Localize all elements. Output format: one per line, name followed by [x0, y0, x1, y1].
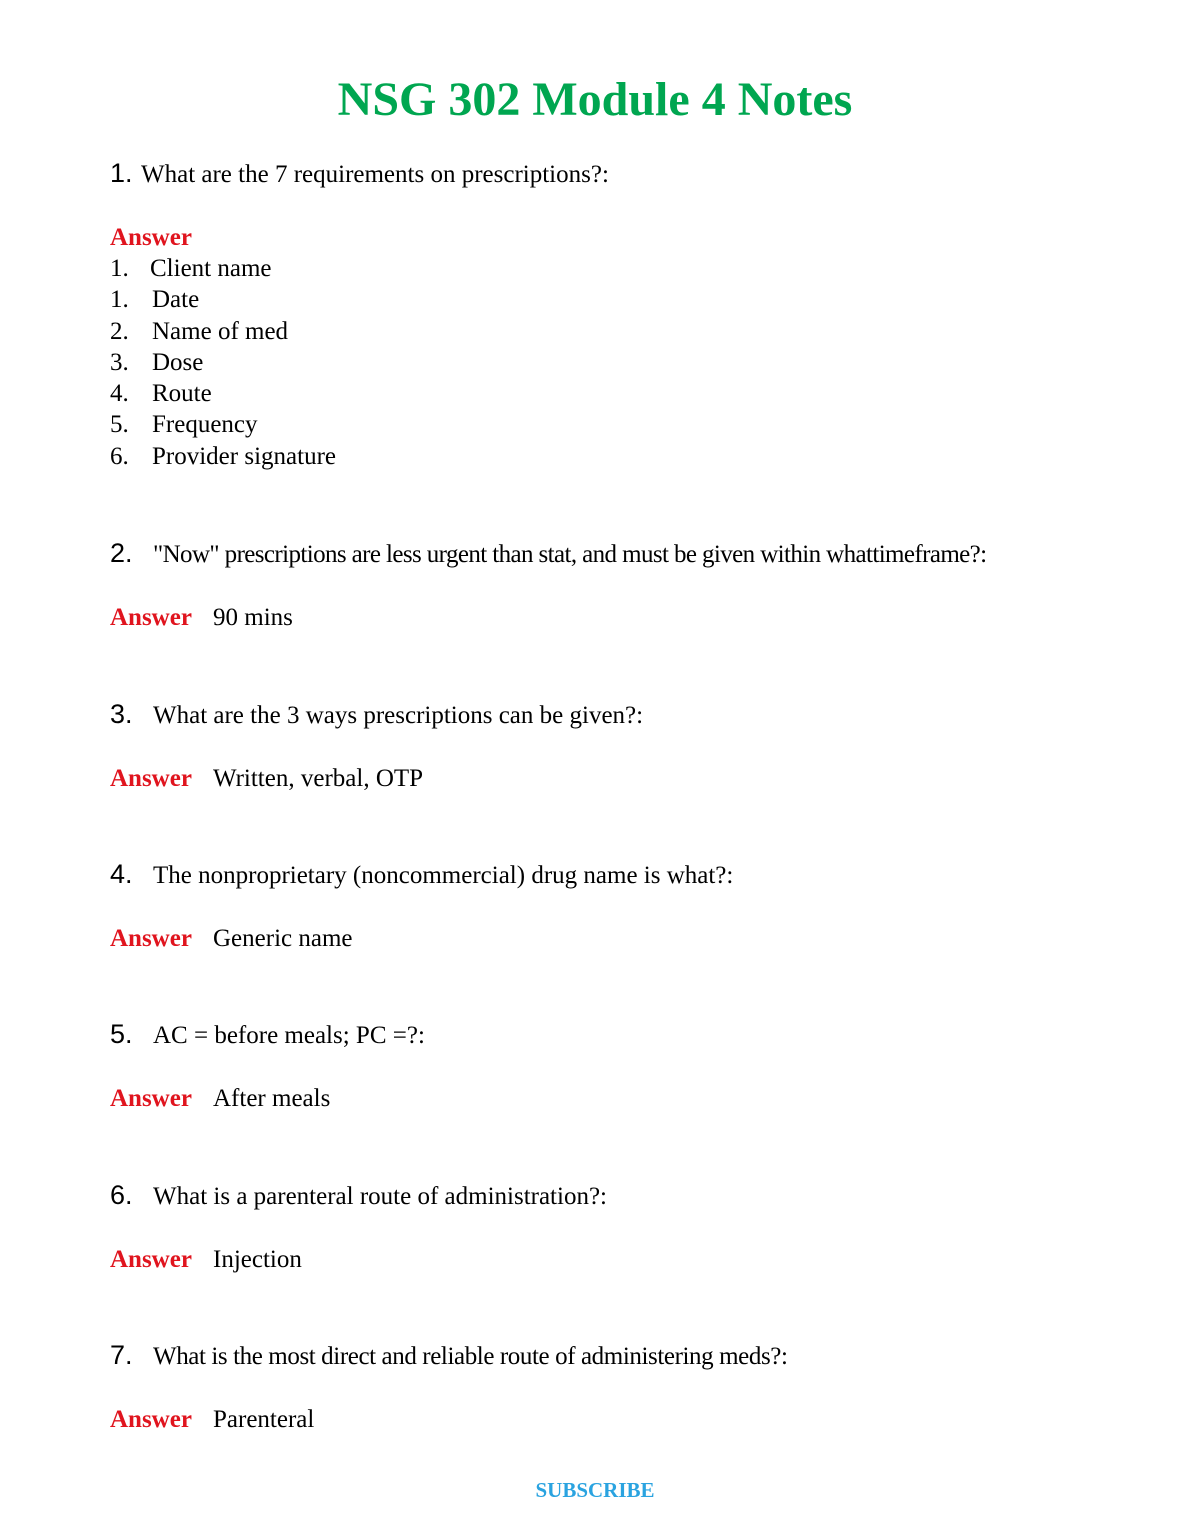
question-number: 7.	[110, 1340, 133, 1370]
list-item-text: Date	[152, 286, 200, 314]
list-item	[110, 253, 1110, 284]
question-number: 5.	[110, 1019, 133, 1049]
list-item-number: 1.	[110, 286, 129, 314]
list-item	[110, 284, 1110, 315]
question-text: What is a parenteral route of administration?:	[153, 1183, 607, 1210]
question-line	[110, 158, 1110, 190]
list-item	[110, 378, 1110, 409]
answer-label: Answer	[110, 604, 192, 631]
answer-text: After meals	[213, 1085, 331, 1112]
question-block-4	[110, 859, 1110, 954]
list-item-text: Client name	[150, 255, 272, 282]
question-line	[110, 859, 1110, 891]
list-item-text: Provider signature	[152, 442, 336, 470]
answer-label: Answer	[110, 1406, 192, 1433]
question-line	[110, 1340, 1110, 1372]
answer-label: Answer	[110, 925, 192, 952]
list-item	[110, 409, 1110, 440]
question-text: AC = before meals; PC =?:	[153, 1022, 425, 1049]
answer-label: Answer	[110, 1246, 192, 1273]
question-text: The nonproprietary (noncommercial) drug name is what?:	[153, 862, 734, 889]
question-number: 2.	[110, 538, 133, 568]
answer-line	[110, 764, 1110, 794]
question-block-2	[110, 538, 1110, 633]
answer-line	[110, 1245, 1110, 1275]
list-item	[110, 316, 1110, 347]
question-line	[110, 699, 1110, 731]
question-text: What is the most direct and reliable route of administering meds?:	[153, 1343, 788, 1370]
answer-text: Generic name	[213, 925, 353, 952]
list-item-number: 1.	[110, 255, 129, 282]
answer-text: Written, verbal, OTP	[213, 765, 424, 792]
question-block-6	[110, 1180, 1110, 1275]
list-item-number: 4.	[110, 380, 129, 408]
list-item-text: Route	[152, 380, 212, 408]
question-text: "Now" prescriptions are less urgent than stat, and must be given within whattimeframe?:	[153, 541, 987, 568]
question-number: 4.	[110, 859, 133, 889]
list-item-number: 6.	[110, 442, 129, 470]
question-block-7	[110, 1340, 1110, 1435]
answer-label: Answer	[110, 1085, 192, 1112]
list-item-number: 5.	[110, 411, 129, 439]
list-item-text: Name of med	[152, 317, 289, 345]
answer-list	[110, 253, 1110, 472]
question-block-1	[110, 158, 1110, 472]
answer-text: Parenteral	[213, 1406, 315, 1433]
list-item-text: Dose	[152, 348, 204, 376]
list-item-text: Frequency	[152, 411, 258, 439]
question-block-3	[110, 699, 1110, 794]
question-text: What are the 3 ways prescriptions can be given?:	[153, 702, 644, 729]
answer-line	[110, 1405, 1110, 1435]
answer-text: 90 mins	[213, 604, 293, 631]
answer-label: Answer	[110, 224, 192, 251]
question-block-5	[110, 1019, 1110, 1114]
answer-heading	[110, 223, 1110, 253]
question-number: 3.	[110, 699, 133, 729]
list-item	[110, 347, 1110, 378]
question-line	[110, 538, 1110, 570]
answer-line	[110, 1084, 1110, 1114]
list-item-number: 2.	[110, 317, 129, 345]
document-title: NSG 302 Module 4 Notes	[337, 73, 853, 126]
question-line	[110, 1180, 1110, 1212]
answer-label: Answer	[110, 765, 192, 792]
answer-line	[110, 603, 1110, 633]
answer-line	[110, 924, 1110, 954]
question-line	[110, 1019, 1110, 1051]
question-number: 1.	[110, 158, 133, 188]
question-number: 6.	[110, 1180, 133, 1210]
question-text: What are the 7 requirements on prescriptions?:	[141, 161, 609, 188]
list-item-number: 3.	[110, 348, 129, 376]
answer-text: Injection	[213, 1246, 302, 1273]
list-item	[110, 441, 1110, 472]
subscribe-link[interactable]: SUBSCRIBE	[535, 1478, 655, 1502]
